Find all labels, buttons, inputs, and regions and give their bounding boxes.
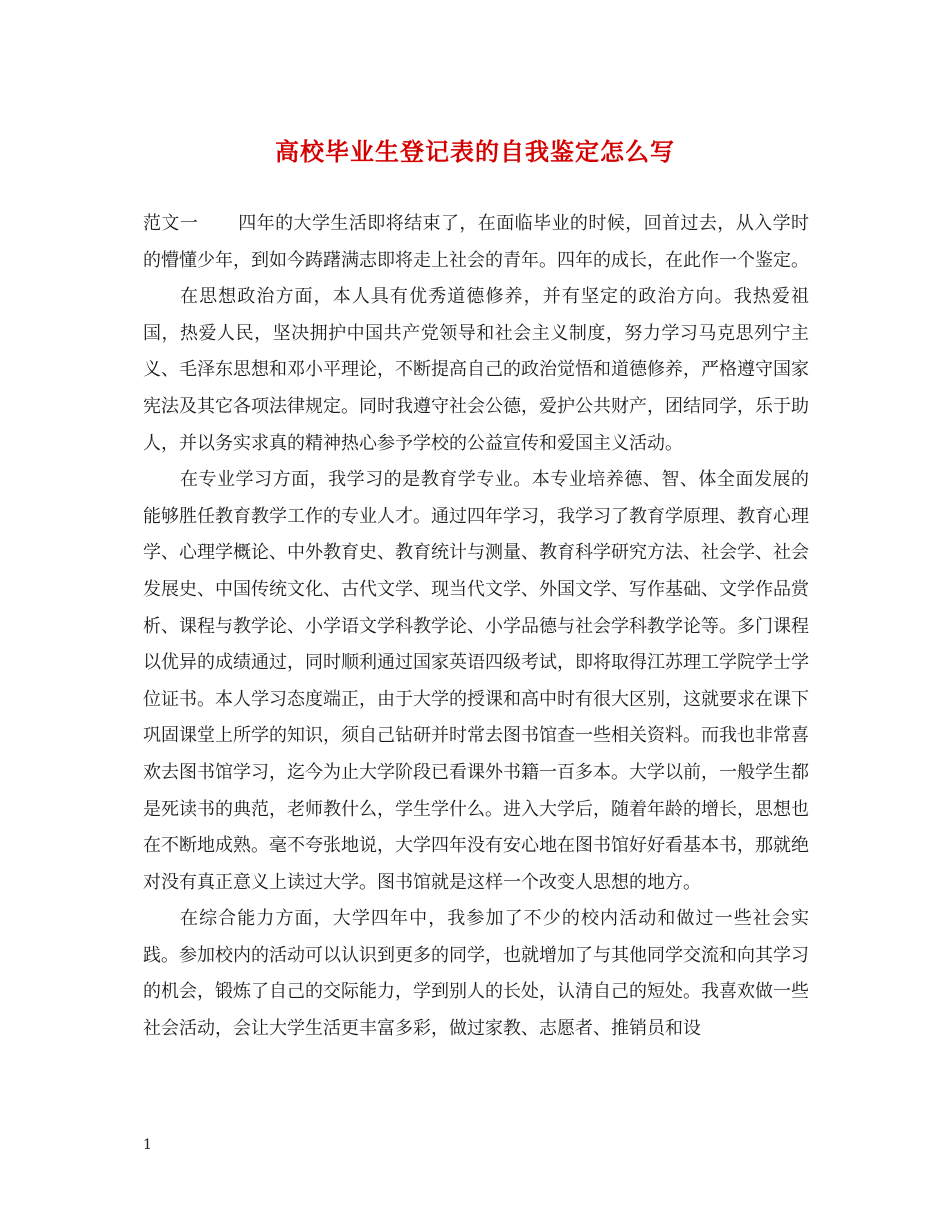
page-number: 1 — [143, 1137, 152, 1153]
lead-label: 范文一 — [143, 213, 199, 234]
paragraph-intro — [143, 206, 809, 279]
paragraph-study: 在专业学习方面，我学习的是教育学专业。本专业培养德、智、体全面发展的能够胜任教育教学工作的专业人才。通过四年学习，我学习了教育学原理、教育心理学、心理学概论、中外教育史、教育统计与测量、教育科学研究方法、社会学、社会发展史、中国传统文化、古代文学、现当代文学、外国文学、写作基础、文学作品赏析、课程与教学论、小学语文学科教学论、小学品德与社会学科教学论等。多门课程以优异的成绩通过，同时顺利通过国家英语四级考试，即将取得江苏理工学院学士学位证书。本人学习态度端正，由于大学的授课和高中时有很大区别，这就要求在课下巩固课堂上所学的知识，须自己钻研并时常去图书馆查一些相关资料。而我也非常喜欢去图书馆学习，迄今为止大学阶段已看课外书籍一百多本。大学以前，一般学生都是死读书的典范，老师教什么，学生学什么。进入大学后，随着年龄的增长，思想也在不断地成熟。毫不夸张地说，大学四年没有安心地在图书馆好好看基本书，那就绝对没有真正意义上读过大学。图书馆就是这样一个改变人思想的地方。 — [143, 469, 809, 893]
paragraph-text: 四年的大学生活即将结束了，在面临毕业的时候，回首过去，从入学时的懵懂少年，到如今踌躇满志即将走上社会的青年。四年的成长，在此作一个鉴定。 — [143, 213, 810, 271]
document-title: 高校毕业生登记表的自我鉴定怎么写 — [275, 137, 675, 166]
paragraph-politics: 在思想政治方面，本人具有优秀道德修养，并有坚定的政治方向。我热爱祖国，热爱人民，坚决拥护中国共产党领导和社会主义制度，努力学习马克思列宁主义、毛泽东思想和邓小平理论，不断提高自己的政治觉悟和道德修养，严格遵守国家宪法及其它各项法律规定。同时我遵守社会公德，爱护公共财产，团结同学，乐于助人，并以务实求真的精神热心参予学校的公益宣传和爱国主义活动。 — [143, 286, 809, 454]
document-body — [143, 206, 809, 1048]
paragraph-abilities: 在综合能力方面，大学四年中，我参加了不少的校内活动和做过一些社会实践。参加校内的活动可以认识到更多的同学，也就增加了与其他同学交流和向其学习的机会，锻炼了自己的交际能力，学到别人的长处，认清自己的短处。我喜欢做一些社会活动，会让大学生活更丰富多彩，做过家教、志愿者、推销员和设 — [143, 908, 809, 1040]
